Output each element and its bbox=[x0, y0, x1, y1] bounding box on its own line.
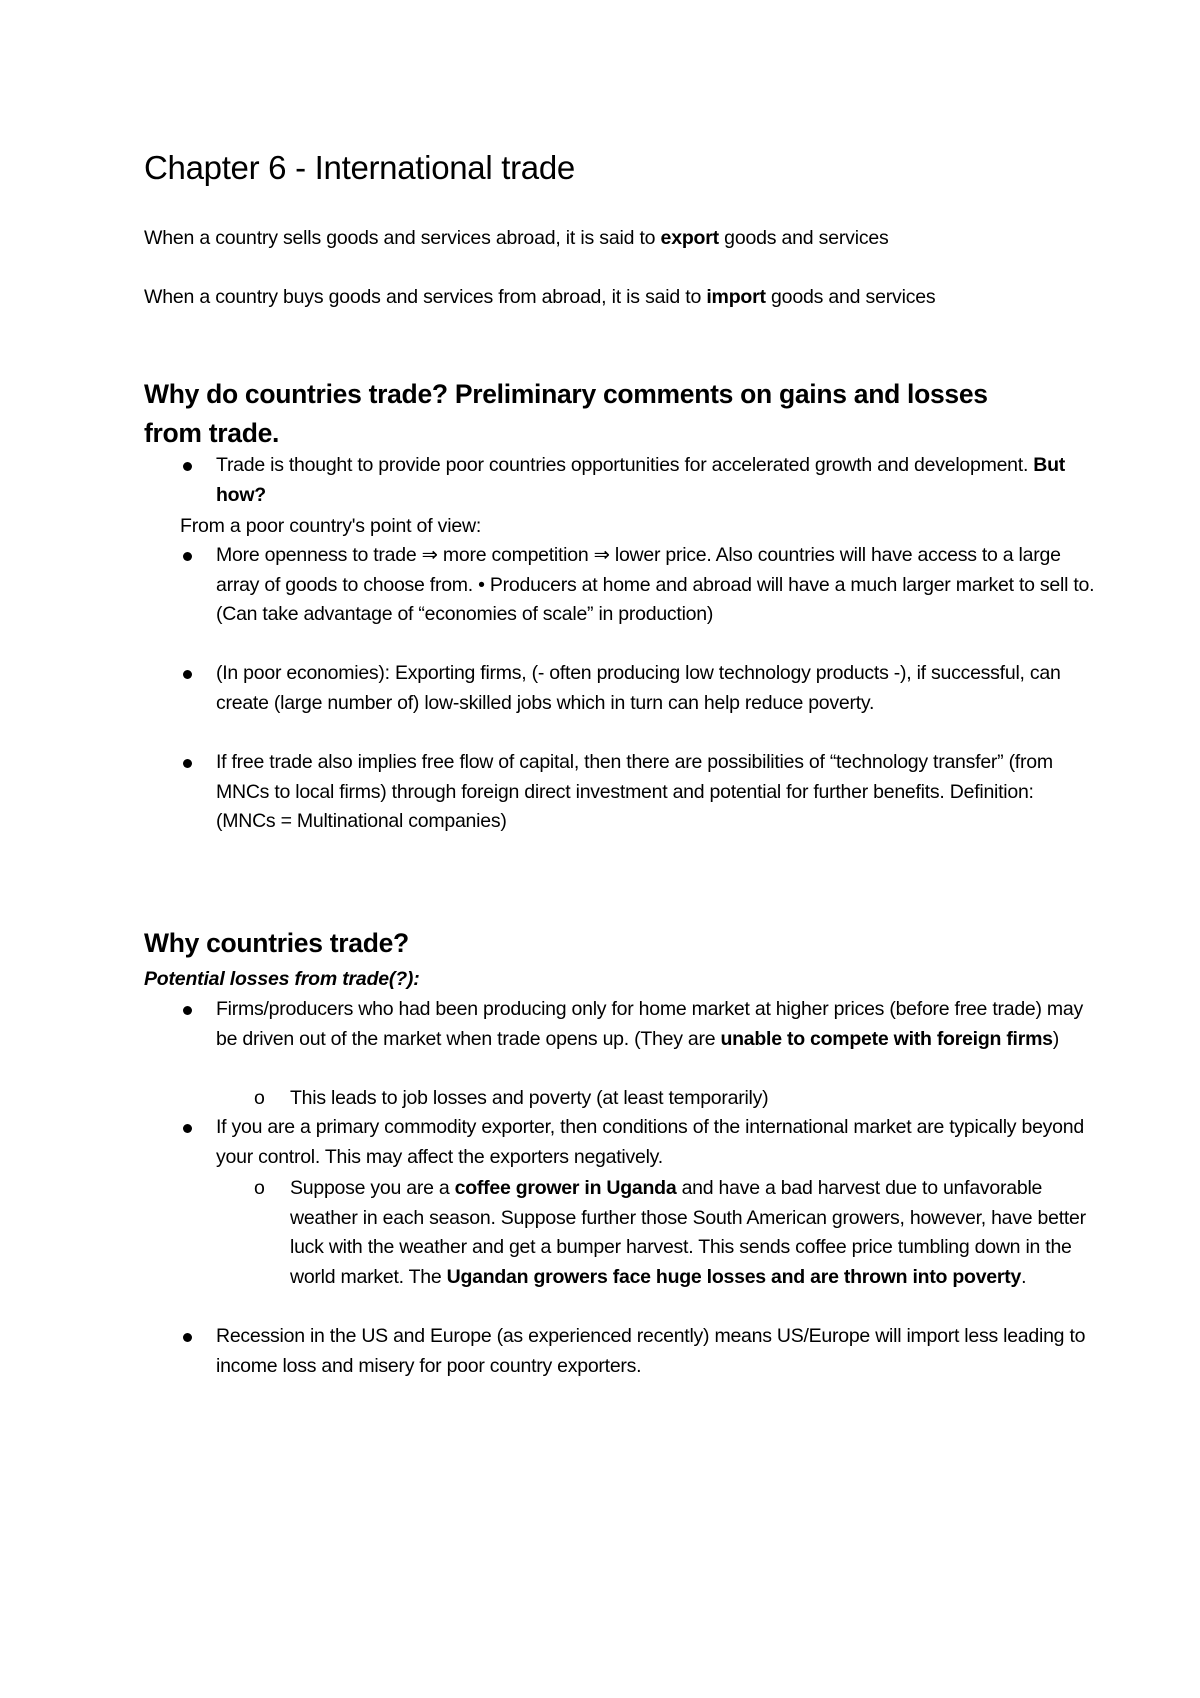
sub-bullet-text: This leads to job losses and poverty (at least temporarily) bbox=[290, 1087, 769, 1109]
export-text-end: goods and services bbox=[718, 227, 889, 249]
export-text: When a country sells goods and services abroad, it is said to bbox=[144, 227, 661, 249]
section1-bullet-1 bbox=[216, 451, 1096, 510]
import-text: When a country buys goods and services from abroad, it is said to bbox=[144, 286, 707, 308]
section2-sub-bullet-1 bbox=[254, 1084, 1090, 1114]
bullet-text: Recession in the US and Europe (as experienced recently) means US/Europe will import less leading to income loss and misery for poor country exporters. bbox=[216, 1325, 1086, 1377]
section2-bullet-3 bbox=[216, 1322, 1096, 1381]
section2-bullet-2 bbox=[216, 1113, 1096, 1172]
section1-bullet-3 bbox=[216, 659, 1096, 718]
bullet-text: (In poor economies): Exporting firms, (- often producing low technology products -), if successful, can create (large number of) low-skilled jobs which in turn can help reduce poverty. bbox=[216, 662, 1061, 714]
bullet-text: If you are a primary commodity exporter, then conditions of the international market are typically beyond your control. This may affect the exporters negatively. bbox=[216, 1116, 1084, 1168]
sub-bullet-bold-2: Ugandan growers face huge losses and are thrown into poverty bbox=[446, 1265, 1022, 1288]
section1-heading-line2: from trade. bbox=[144, 418, 280, 448]
bullet-text: More openness to trade ⇒ more competition ⇒ lower price. Also countries will have access to a large array of goods to choose from. • Producers at home and abroad will have a much larger market to sell to. (Can take advantage of “economies of scale” in production) bbox=[216, 544, 1095, 625]
import-text-end: goods and services bbox=[765, 286, 936, 308]
bullet-icon bbox=[183, 1124, 192, 1133]
export-term: export bbox=[660, 227, 719, 249]
bullet-icon bbox=[183, 759, 192, 768]
sub-bullet-icon: o bbox=[254, 1177, 265, 1199]
bullet-text: Firms/producers who had been producing only for home market at higher prices (before free trade) may be driven out of the market when trade opens up. (They are bbox=[216, 998, 1084, 1050]
bullet-icon bbox=[183, 1006, 192, 1015]
section1-heading bbox=[144, 375, 988, 453]
section2-heading: Why countries trade? bbox=[144, 928, 409, 958]
sub-bullet-text-mid: and have a bad harvest due to unfavorable weather in each season. Suppose further those South American growers, however, have better luck with the weather and get a bumper harvest. This sends coffee price tumbling down in the world market. The bbox=[290, 1177, 1086, 1288]
page-title: Chapter 6 - International trade bbox=[144, 149, 575, 186]
section2-sub-bullet-2 bbox=[254, 1174, 1090, 1292]
bullet-bold-text: But how? bbox=[216, 454, 1066, 506]
pov-line: From a poor country's point of view: bbox=[180, 515, 482, 537]
bullet-icon bbox=[183, 1333, 192, 1342]
bullet-icon bbox=[183, 552, 192, 561]
bullet-icon bbox=[183, 462, 192, 471]
sub-bullet-text-end: . bbox=[1021, 1265, 1027, 1288]
bullet-icon bbox=[183, 670, 192, 679]
section2-subheading: Potential losses from trade(?): bbox=[144, 968, 420, 990]
section1-heading-line1: Why do countries trade? Preliminary comments on gains and losses bbox=[144, 379, 988, 409]
export-definition bbox=[144, 224, 889, 252]
section1-bullet-2 bbox=[216, 541, 1096, 630]
bullet-text: Trade is thought to provide poor countries opportunities for accelerated growth and development. bbox=[216, 454, 1029, 476]
import-term: import bbox=[706, 286, 766, 308]
section1-bullet-4 bbox=[216, 748, 1096, 837]
bullet-bold-text: unable to compete with foreign firms bbox=[720, 1027, 1053, 1050]
section2-bullet-1 bbox=[216, 995, 1096, 1054]
bullet-text-end: ) bbox=[1052, 1027, 1059, 1050]
sub-bullet-text: Suppose you are a bbox=[290, 1177, 455, 1199]
sub-bullet-icon: o bbox=[254, 1087, 265, 1109]
import-definition bbox=[144, 283, 935, 311]
bullet-text: If free trade also implies free flow of capital, then there are possibilities of “technology transfer” (from MNCs to local firms) through foreign direct investment and potential for further benefits. Definition: (MNCs = Multinational companies) bbox=[216, 751, 1053, 832]
sub-bullet-bold-1: coffee grower in Uganda bbox=[454, 1177, 677, 1199]
